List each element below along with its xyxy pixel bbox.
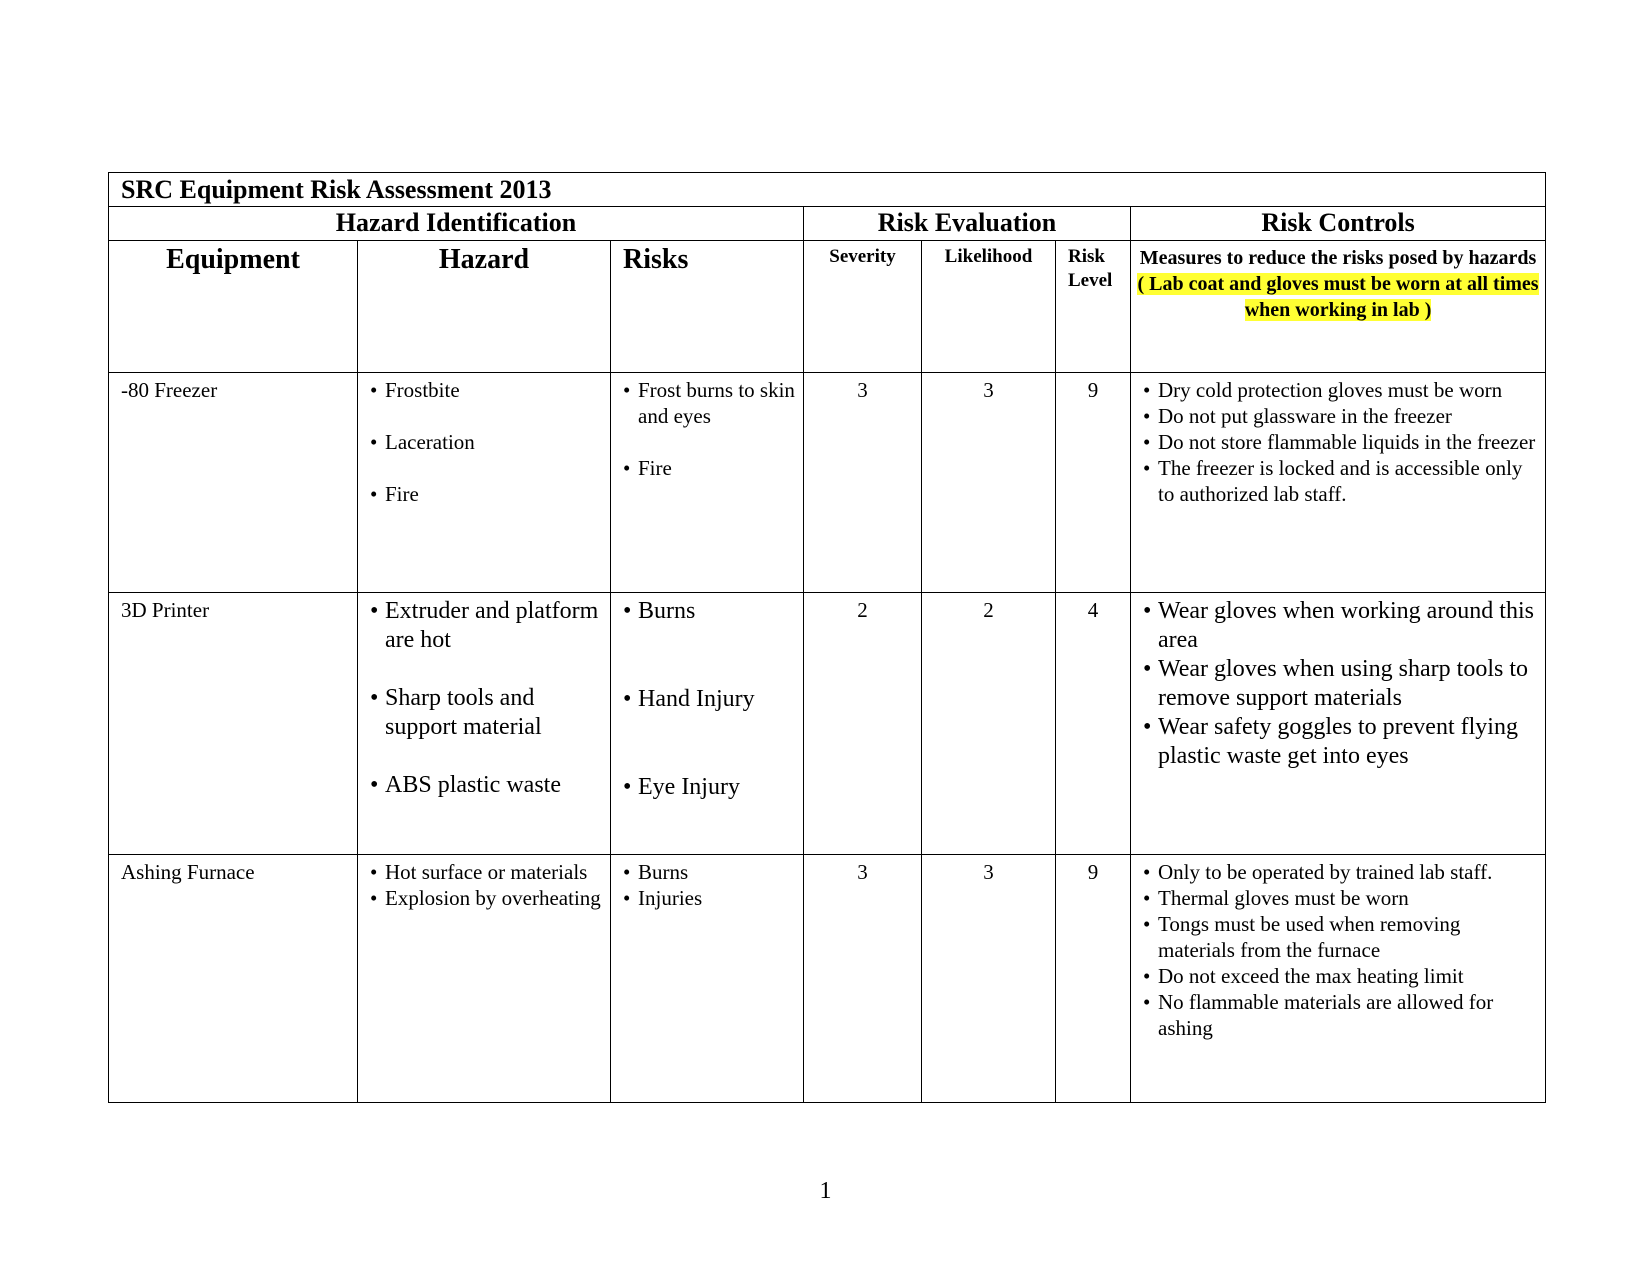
table-row [109, 855, 1546, 1103]
group-header-risk-evaluation: Risk Evaluation [804, 207, 1131, 241]
list-item: • Wear gloves when working around this area [1143, 597, 1541, 655]
list-item: • Laceration [370, 429, 606, 455]
list-item: • Do not exceed the max heating limit [1143, 963, 1541, 989]
hazards-cell [358, 593, 611, 855]
list-item: • Fire [370, 481, 606, 507]
list-item: • Hot surface or materials [370, 859, 606, 885]
controls-cell [1131, 593, 1546, 855]
list-item: • Do not store flammable liquids in the freezer [1143, 429, 1541, 455]
list-item: • Only to be operated by trained lab staff. [1143, 859, 1541, 885]
equipment-cell: Ashing Furnace [109, 855, 358, 1103]
list-item: • Dry cold protection gloves must be worn [1143, 377, 1541, 403]
list-item: • Burns [623, 597, 799, 626]
risks-cell [611, 373, 804, 593]
measures-label: Measures to reduce the risks posed by hazards [1139, 247, 1537, 269]
list-item: • Wear gloves when using sharp tools to remove support materials [1143, 655, 1541, 713]
list-item: • ABS plastic waste [370, 771, 606, 800]
column-header-likelihood: Likelihood [922, 241, 1056, 373]
column-header-severity: Severity [804, 241, 922, 373]
table-row [109, 373, 1546, 593]
column-header-equipment: Equipment [109, 241, 358, 373]
list-item: • Frost burns to skin and eyes [623, 377, 799, 429]
risk-level-value: 9 [1056, 855, 1131, 1103]
likelihood-value: 2 [922, 593, 1056, 855]
list-item: • Do not put glassware in the freezer [1143, 403, 1541, 429]
list-item: • Hand Injury [623, 685, 799, 714]
measures-highlighted-note: ( Lab coat and gloves must be worn at all times when working in lab ) [1137, 273, 1539, 321]
list-item: • Wear safety goggles to prevent flying plastic waste get into eyes [1143, 713, 1541, 771]
risks-cell [611, 855, 804, 1103]
list-item: • Frostbite [370, 377, 606, 403]
risk-assessment-table [108, 172, 1546, 1103]
column-header-risks: Risks [611, 241, 804, 373]
severity-value: 2 [804, 593, 922, 855]
severity-value: 3 [804, 855, 922, 1103]
list-item: • Thermal gloves must be worn [1143, 885, 1541, 911]
controls-cell [1131, 855, 1546, 1103]
page-number: 1 [819, 1178, 832, 1204]
list-item: • Extruder and platform are hot [370, 597, 606, 655]
column-header-measures [1131, 241, 1546, 373]
risk-level-value: 4 [1056, 593, 1131, 855]
column-header-hazard: Hazard [358, 241, 611, 373]
list-item: • Tongs must be used when removing materials from the furnace [1143, 911, 1541, 963]
list-item: • Injuries [623, 885, 799, 911]
severity-value: 3 [804, 373, 922, 593]
list-item: • Fire [623, 455, 799, 481]
list-item: • Sharp tools and support material [370, 684, 606, 742]
group-header-hazard-identification: Hazard Identification [109, 207, 804, 241]
equipment-cell: -80 Freezer [109, 373, 358, 593]
list-item: • Explosion by overheating [370, 885, 606, 911]
equipment-cell: 3D Printer [109, 593, 358, 855]
column-header-risk-level: Risk Level [1056, 241, 1131, 373]
list-item: • Eye Injury [623, 773, 799, 802]
likelihood-value: 3 [922, 373, 1056, 593]
table-row [109, 593, 1546, 855]
hazards-cell [358, 855, 611, 1103]
likelihood-value: 3 [922, 855, 1056, 1103]
list-item: • No flammable materials are allowed for ashing [1143, 989, 1541, 1041]
list-item: • Burns [623, 859, 799, 885]
risk-level-value: 9 [1056, 373, 1131, 593]
document-title: SRC Equipment Risk Assessment 2013 [109, 173, 1546, 207]
group-header-risk-controls: Risk Controls [1131, 207, 1546, 241]
hazards-cell [358, 373, 611, 593]
risks-cell [611, 593, 804, 855]
list-item: • The freezer is locked and is accessible only to authorized lab staff. [1143, 455, 1541, 507]
controls-cell [1131, 373, 1546, 593]
